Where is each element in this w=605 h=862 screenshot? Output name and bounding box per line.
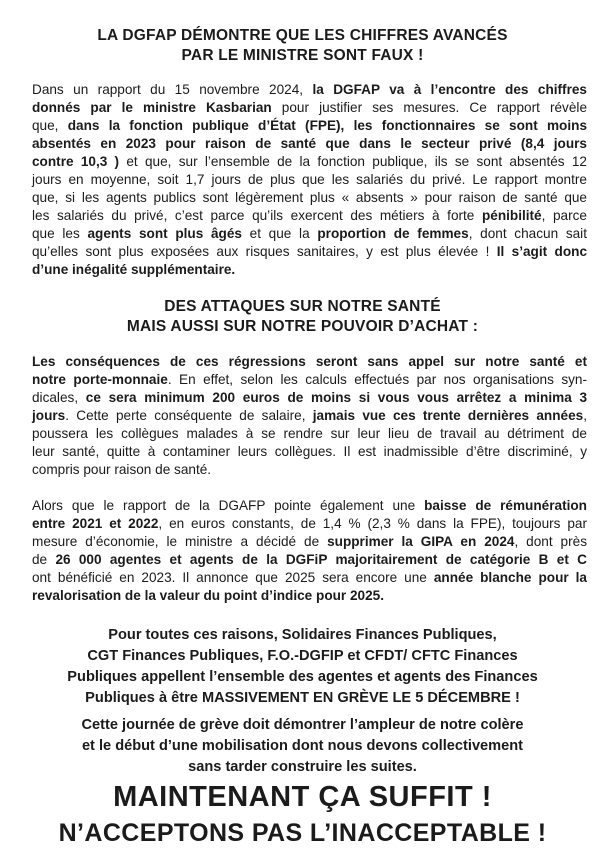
- text-line: [32, 587, 587, 605]
- bold-run: donnés par le ministre Kasbarian: [32, 100, 272, 115]
- bold-run: année blanche pour la: [433, 570, 587, 585]
- bold-run: supprimer la GIPA en 2024: [327, 534, 515, 549]
- text-line: [32, 153, 587, 171]
- subtitle-line-2: MAIS AUSSI SUR NOTRE POUVOIR D’ACHAT :: [126, 318, 479, 335]
- text-line: [32, 533, 587, 551]
- bold-run: ce sera minimum 200 euros de moins si vous vous arrêtez a minima 3: [85, 390, 588, 405]
- text-line: [32, 243, 587, 261]
- text-run: Alors que le rapport de la DGAFP pointe également une: [32, 498, 425, 513]
- text-run: , en euros constants, de 1,4 % (2,3 % dans la FPE), toujours par: [158, 516, 587, 531]
- gipa-paragraph: [32, 497, 587, 605]
- bold-run: agents sont plus âgés: [87, 226, 242, 241]
- strike-day-statement: [0, 715, 605, 778]
- bold-run: contre 10,3 ): [32, 154, 120, 169]
- bold-run: entre 2021 et 2022: [32, 516, 159, 531]
- text-line: [32, 569, 587, 587]
- text-run: , dont près: [514, 534, 587, 549]
- bold-run: dans la fonction publique d’État (FPE), les fonctionnaires se sont moins: [67, 118, 588, 133]
- text-line: [32, 551, 587, 569]
- text-line: [32, 371, 587, 389]
- main-title-line-1: LA DGFAP DÉMONTRE QUE LES CHIFFRES AVANCÉS: [97, 27, 508, 44]
- text-line: que, si les agents publics sont légèrement plus « absents » pour raison de santé que: [32, 190, 587, 205]
- text-run: et que la: [241, 226, 318, 241]
- main-title: [0, 26, 605, 66]
- text-line: [32, 81, 587, 99]
- text-run: que les: [32, 226, 88, 241]
- call-line: CGT Finances Publiques, F.O.-DGFIP et CFDT/ CFTC Finances: [87, 648, 518, 664]
- text-run: et que, sur l’ensemble de la fonction publique, ils se sont absentés 12: [119, 154, 587, 169]
- text-line: [32, 207, 587, 225]
- text-run: , parce: [541, 208, 587, 223]
- bold-run: d’une inégalité supplémentaire.: [32, 262, 236, 277]
- bold-run: jours: [32, 408, 66, 423]
- text-line: compris pour raison de santé.: [32, 462, 212, 477]
- text-line: [32, 353, 587, 371]
- text-run: dicales,: [32, 390, 86, 405]
- bold-run: proportion de femmes: [317, 226, 469, 241]
- text-run: ont bénéficié en 2023. Il annonce que 2025 sera encore une: [32, 570, 434, 585]
- text-run: que,: [32, 118, 68, 133]
- bold-run: Les conséquences de ces régressions seront sans appel sur notre santé et: [32, 354, 587, 369]
- text-line: [32, 135, 587, 153]
- text-run: pour justifier ses mesures. Ce rapport révèle: [271, 100, 587, 115]
- statement-line: et le début d’une mobilisation dont nous devons collectivement: [81, 738, 524, 754]
- text-line: jours en moyenne, soit 1,7 jours de plus que les salariés du privé. Le rapport montre: [32, 172, 587, 187]
- text-run: , dont chacun sait: [468, 226, 587, 241]
- text-run: . Cette perte conséquente de salaire,: [65, 408, 313, 423]
- text-run: ,: [583, 408, 587, 423]
- bold-run: revalorisation de la valeur du point d’indice pour 2025.: [32, 588, 385, 603]
- text-line: [32, 389, 587, 407]
- slogan-line-1: MAINTENANT ÇA SUFFIT !: [113, 781, 492, 813]
- bold-run: notre porte-monnaie: [32, 372, 168, 387]
- text-run: Dans un rapport du 15 novembre 2024,: [32, 82, 313, 97]
- subtitle-line-1: DES ATTAQUES SUR NOTRE SANTÉ: [164, 298, 441, 315]
- text-line: [32, 515, 587, 533]
- text-line: poussera les collègues malades à se rendre sur leur lieu de travail au détriment de: [32, 426, 587, 441]
- bold-run: baisse de rémunération: [424, 498, 587, 513]
- slogan-line-2: N’ACCEPTONS PAS L’INACCEPTABLE !: [58, 819, 547, 847]
- statement-line: Cette journée de grève doit démontrer l’ampleur de notre colère: [81, 717, 524, 733]
- bold-run: la DGFAP va à l’encontre des chiffres: [312, 82, 587, 97]
- text-line: [32, 261, 587, 279]
- bold-run: Il s’agit donc: [496, 244, 587, 259]
- consequences-paragraph: [32, 353, 587, 479]
- text-run: de: [32, 552, 56, 567]
- intro-paragraph: [32, 81, 587, 279]
- text-run: les salariés du privé, c’est parce qu’ils exercent des métiers à forte: [32, 208, 482, 223]
- section-subtitle: [0, 297, 605, 337]
- statement-line: sans tarder construire les suites.: [188, 759, 417, 775]
- strike-call: [0, 625, 605, 709]
- call-line: Pour toutes ces raisons, Solidaires Finances Publiques,: [108, 627, 497, 643]
- bold-run: absentés en 2023 pour raison de santé que dans le secteur privé (8,4 jours: [32, 136, 587, 151]
- text-line: [32, 117, 587, 135]
- bold-run: pénibilité: [481, 208, 542, 223]
- text-line: [32, 407, 587, 425]
- call-line: Publiques à être MASSIVEMENT EN GRÈVE LE 5 DÉCEMBRE !: [85, 690, 520, 706]
- main-title-line-2: PAR LE MINISTRE SONT FAUX !: [181, 47, 424, 64]
- text-run: mesure d’économie, le ministre a décidé de: [32, 534, 328, 549]
- text-run: . En effet, selon les calculs effectués par nos organisations syn-: [167, 372, 587, 387]
- bold-run: jamais vue ces trente dernières années: [312, 408, 584, 423]
- text-run: qu’elles sont plus exposées aux risques sanitaires, y est plus élevée !: [32, 244, 497, 259]
- text-line: [32, 225, 587, 243]
- call-line: Publiques appellent l’ensemble des agentes et agents des Finances: [67, 669, 538, 685]
- text-line: leur santé, quitte à contaminer leurs collègues. Il est inadmissible d’être discriminé, y: [32, 444, 587, 459]
- text-line: [32, 497, 587, 515]
- text-line: [32, 99, 587, 117]
- bold-run: 26 000 agentes et agents de la DGFiP majoritairement de catégorie B et C: [55, 552, 587, 567]
